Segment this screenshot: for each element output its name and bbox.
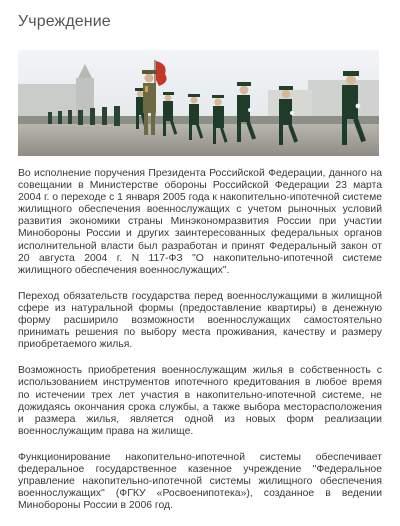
paragraph-3: Возможность приобретения военнослужащим жилья в собственность с использованием инструментов ипотечного кредитования в любое время по истечении трех лет участия в накопительно-ипотечной системе, не дожидаясь окончания срока службы, а также выбора месторасположения и размера жилья, является одной из новых форм реализации военнослужащим права на жилище. — [18, 365, 382, 437]
military-parade-photo — [18, 50, 379, 156]
paragraph-4: Функционирование накопительно-ипотечной системы обеспечивает федеральное государственное казенное учреждение "Федеральное управление накопительно-ипотечной системы жилищного обеспечения военнослужащих" (ФГКУ «Росвоенипотека»), созданное в ведении Минобороны России в 2006 год. — [18, 451, 382, 512]
article-body — [18, 168, 382, 526]
paragraph-2: Переход обязательств государства перед военнослужащими в жилищной сфере из натуральной формы (предоставление квартиры) в денежную форму расширило возможности военнослужащих самостоятельно принимать решения по выбору места проживания, качеству и размеру приобретаемого жилья. — [18, 290, 382, 351]
page-title: Учреждение — [18, 13, 111, 30]
paragraph-1: Во исполнение поручения Президента Российской Федерации, данного на совещании в Министерстве обороны Российской Федерации 23 марта 2004 г. о переходе с 1 января 2005 года к накопительно-ипотечной системе жилищного обеспечения военнослужащих с учетом рыночных условий развития экономики страны Минэкономразвития России при участии Минобороны России и других заинтересованных федеральных органов исполнительной власти был разработан и принят Федеральный закон от 20 августа 2004 г. N 117-ФЗ "О накопительно-ипотечной системе жилищного обеспечения военнослужащих". — [18, 168, 382, 276]
